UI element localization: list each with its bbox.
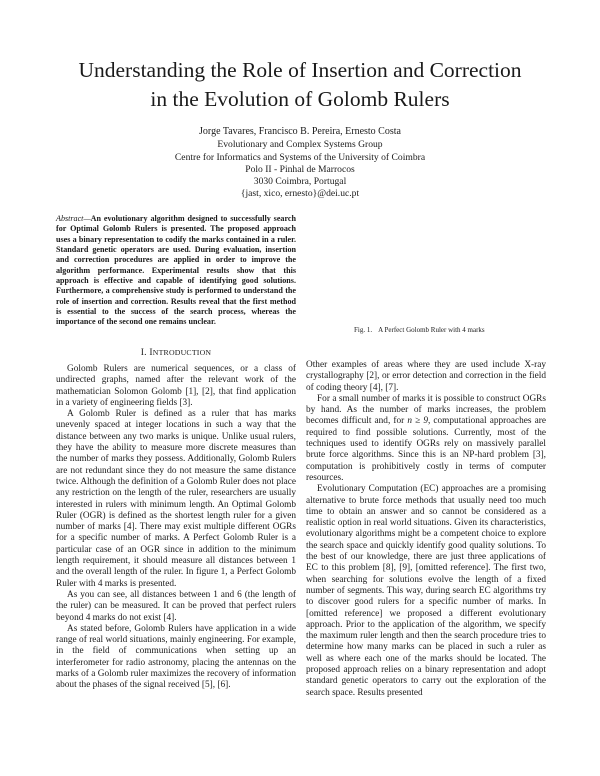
paragraph: Evolutionary Computation (EC) approaches are a promising alternative to brute force methods that usually need too much time to obtain an answer and so cannot be considered as a realistic option in real world situations. Given its characteristics, evolutionary algorithms might be a competent choice to explore the search space and quickly identify good quality solutions. To the best of our knowledge, there are just three applications of EC to this problem [8], [9], [omitted reference]. The first two, when searching for solutions evolve the length of a fixed number of segments. This way, during search EC algorithms try to discover good rulers for a specific number of marks. In [omitted reference] we proposed a different evolutionary approach. Prior to the application of the algorithm, we specify the maximum ruler length and then the search procedure tries to determine how many marks can be placed in such a ruler as well as where each one of the marks should be located. The proposed approach relies on a binary representation and adopt standard genetic operators to carry out the exploration of the search space. Results presented <box>306 484 546 698</box>
section-number: I. <box>140 347 147 358</box>
section-heading <box>56 347 296 358</box>
title-line-1: Understanding the Role of Insertion and Correction <box>78 58 522 82</box>
author-block <box>100 126 500 201</box>
paragraph-text: For a small number of marks it is possible to construct OGRs by hand. As the number of marks increases, the problem becomes difficult and, for <box>306 393 546 427</box>
paragraph: As stated before, Golomb Rulers have application in a wide range of real world situations, mainly engineering. For example, in the field of communications when setting up an interferometer for radio astronomy, placing the antennas on the marks of a Golomb ruler maximizes the recovery of information about the phases of the signal received [5], [6]. <box>56 623 296 691</box>
paragraph: A Golomb Ruler is defined as a ruler that has marks unevenly spaced at integer locations in such a way that the distance between any two marks is unique. Unlike usual rulers, they have the ability to measure more discrete measures than the number of marks they possess. Additionally, Golomb Rulers are not redundant since they do not measure the same distance twice. Although the definition of a Golomb Ruler does not place any restriction on the length of the ruler, researchers are usually interested in rulers with minimum length. An Optimal Golomb Ruler (OGR) is defined as the shortest length ruler for a given number of marks [4]. There may exist multiple different OGRs for a specific number of marks. A Perfect Golomb Ruler is a particular case of an OGR since in addition to the minimum length requirement, it should measure all distances between 1 and the overall length of the ruler. In figure 1, a Perfect Golomb Ruler with 4 marks is presented. <box>56 409 296 589</box>
abstract-dash: — <box>83 214 91 223</box>
author-centre: Centre for Informatics and Systems of the University of Coimbra <box>174 151 426 163</box>
figure-caption <box>354 326 485 334</box>
paragraph: Golomb Rulers are numerical sequences, or a class of undirected graphs, named after the relevant work of the mathematician Solomon Golomb [1], [2], that find application in a variety of engineering fields [3]. <box>56 364 296 408</box>
figure-label: Fig. 1. <box>354 326 373 334</box>
author-names: Jorge Tavares, Francisco B. Pereira, Ernesto Costa <box>199 126 401 137</box>
title-line-2: in the Evolution of Golomb Rulers <box>150 87 450 111</box>
section-title-initial: I <box>149 347 153 358</box>
author-group: Evolutionary and Complex Systems Group <box>217 139 383 151</box>
paragraph-text: , computational approaches are required to find possible solutions. Currently, most of the techniques used to identify OGRs rely on massively parallel brute force algorithms. Since this is an NP-hard problem [3], computation is prohibitively costly in terms of computer resources. <box>306 416 546 483</box>
abstract-lead: Abstract <box>56 214 84 223</box>
abstract <box>56 214 296 328</box>
paragraph: As you can see, all distances between 1 and 6 (the length of the ruler) can be measured. It can be proved that perfect rulers beyond 4 marks do not exist [4]. <box>56 589 296 623</box>
paragraph: Other examples of areas where they are used include X-ray crystallography [2], or error detection and correction in the field of coding theory [4], [7]. <box>306 360 546 393</box>
paragraph <box>306 394 546 484</box>
right-column <box>306 360 546 699</box>
author-address-line-1: Polo II - Pinhal de Marrocos <box>245 163 355 175</box>
left-column <box>56 364 296 692</box>
author-email: {jast, xico, ernesto}@dei.uc.pt <box>240 188 360 200</box>
section-title-rest: NTRODUCTION <box>152 348 212 357</box>
abstract-text: An evolutionary algorithm designed to successfully search for Optimal Golomb Rulers is presented. The proposed approach uses a binary representation to codify the marks contained in a ruler. Standard genetic operators are used. During evaluation, insertion and correction procedures are applied in order to improve the algorithm performance. Experimental results show that this approach is effective and capable of identifying good solutions. Furthermore, a comprehensive study is performed to understand the role of insertion and correction. Results reveal that the first method is essential to the success of the search process, whereas the importance of the second one remains unclear. <box>56 214 296 327</box>
math-expression: n ≥ 9 <box>407 416 428 427</box>
figure-caption-text: A Perfect Golomb Ruler with 4 marks <box>378 326 485 334</box>
author-address-line-2: 3030 Coimbra, Portugal <box>253 176 347 188</box>
paper-title <box>40 56 560 114</box>
